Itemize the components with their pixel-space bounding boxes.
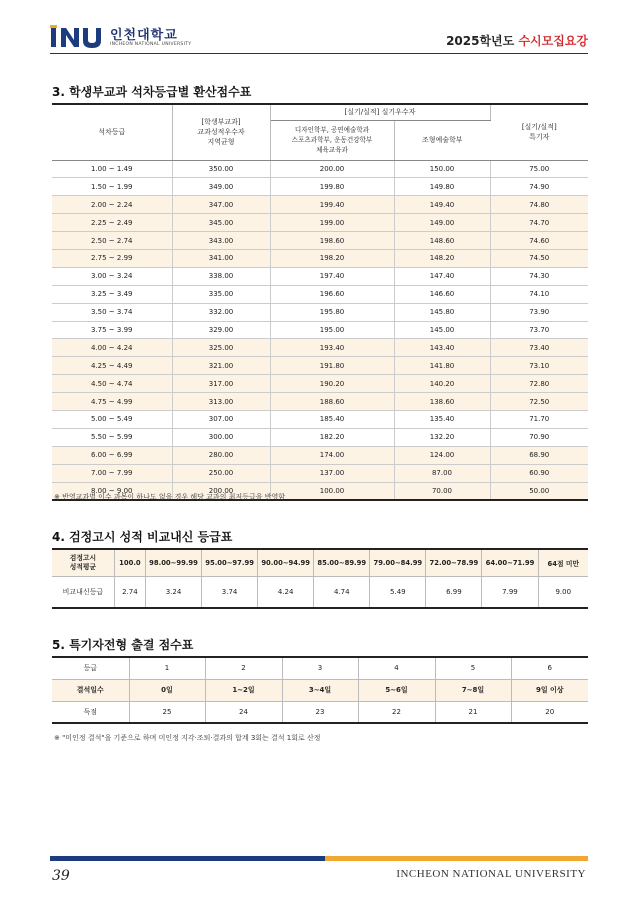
table-cell: 313.00 bbox=[172, 393, 270, 411]
section4-title: 4. 검정고시 성적 비교내신 등급표 bbox=[52, 530, 233, 544]
footer-university-name: INCHEON NATIONAL UNIVERSITY bbox=[396, 868, 586, 880]
table-cell: 150.00 bbox=[394, 160, 490, 178]
table-cell: 182.20 bbox=[270, 428, 394, 446]
score-cell: 22 bbox=[358, 701, 435, 723]
university-logo bbox=[50, 24, 190, 52]
table-cell: 74.90 bbox=[490, 178, 588, 196]
absence-days-cell: 3~4일 bbox=[282, 679, 358, 701]
section5-note: ※ "미인정 결석"을 기준으로 하며 미인정 지각·조퇴·결과의 합계 3회는 결석 1회로 산정 bbox=[54, 734, 321, 742]
table-cell: 321.00 bbox=[172, 357, 270, 375]
table-row bbox=[52, 249, 588, 267]
table-cell: 300.00 bbox=[172, 428, 270, 446]
header-col3: 조형예술학부 bbox=[394, 120, 490, 160]
table-cell: 73.90 bbox=[490, 303, 588, 321]
table-cell: 325.00 bbox=[172, 339, 270, 357]
table-cell: 199.80 bbox=[270, 178, 394, 196]
table-cell: 60.90 bbox=[490, 464, 588, 482]
table-cell: 137.00 bbox=[270, 464, 394, 482]
header-group: [실기/실적] 실기우수자 bbox=[270, 104, 490, 120]
table-row bbox=[52, 464, 588, 482]
score-cell: 25 bbox=[129, 701, 205, 723]
table-cell: 196.60 bbox=[270, 285, 394, 303]
table-cell: 6.00 ~ 6.99 bbox=[52, 446, 172, 464]
table-cell: 138.60 bbox=[394, 393, 490, 411]
table-cell: 332.00 bbox=[172, 303, 270, 321]
section5-title: 5. 특기자전형 출결 점수표 bbox=[52, 638, 194, 652]
inu-logo-icon bbox=[50, 25, 106, 49]
table-cell: 3.25 ~ 3.49 bbox=[52, 285, 172, 303]
table-cell: 146.60 bbox=[394, 285, 490, 303]
absence-days-cell: 7~8일 bbox=[435, 679, 511, 701]
score-label: 득점 bbox=[52, 701, 129, 723]
table-cell: 185.40 bbox=[270, 410, 394, 428]
table-cell: 68.90 bbox=[490, 446, 588, 464]
ged-average-cell: 72.00~78.99 bbox=[426, 549, 482, 576]
ged-average-cell: 98.00~99.99 bbox=[145, 549, 201, 576]
table-row bbox=[52, 196, 588, 214]
table-cell: 148.60 bbox=[394, 232, 490, 250]
comparison-grade-cell: 5.49 bbox=[370, 576, 426, 608]
table-cell: 74.70 bbox=[490, 214, 588, 232]
table-cell: 50.00 bbox=[490, 482, 588, 500]
page-number: 39 bbox=[52, 868, 70, 884]
table-cell: 149.80 bbox=[394, 178, 490, 196]
document-title bbox=[446, 32, 588, 49]
comparison-grade-cell: 2.74 bbox=[114, 576, 145, 608]
table-cell: 5.00 ~ 5.49 bbox=[52, 410, 172, 428]
table-cell: 349.00 bbox=[172, 178, 270, 196]
table-cell: 7.00 ~ 7.99 bbox=[52, 464, 172, 482]
table-cell: 191.80 bbox=[270, 357, 394, 375]
table-row bbox=[52, 339, 588, 357]
table-cell: 200.00 bbox=[172, 482, 270, 500]
table-cell: 70.00 bbox=[394, 482, 490, 500]
table-cell: 341.00 bbox=[172, 249, 270, 267]
table-cell: 195.00 bbox=[270, 321, 394, 339]
grade-conversion-table bbox=[52, 103, 588, 501]
table-cell: 2.00 ~ 2.24 bbox=[52, 196, 172, 214]
table-cell: 145.80 bbox=[394, 303, 490, 321]
absence-days-cell: 1~2일 bbox=[205, 679, 282, 701]
table-cell: 329.00 bbox=[172, 321, 270, 339]
comparison-grade-cell: 4.24 bbox=[258, 576, 314, 608]
table-cell: 1.00 ~ 1.49 bbox=[52, 160, 172, 178]
table-cell: 8.00 ~ 9.00 bbox=[52, 482, 172, 500]
table-cell: 74.80 bbox=[490, 196, 588, 214]
table-cell: 197.40 bbox=[270, 267, 394, 285]
comparison-grade-cell: 4.74 bbox=[314, 576, 370, 608]
table-cell: 87.00 bbox=[394, 464, 490, 482]
table-row bbox=[52, 267, 588, 285]
table-cell: 307.00 bbox=[172, 410, 270, 428]
header-grade: 석차등급 bbox=[52, 104, 172, 160]
year-label: 2025학년도 bbox=[446, 34, 515, 48]
table-cell: 5.50 ~ 5.99 bbox=[52, 428, 172, 446]
table-cell: 4.75 ~ 4.99 bbox=[52, 393, 172, 411]
table-row bbox=[52, 303, 588, 321]
absence-days-label: 결석일수 bbox=[52, 679, 129, 701]
table-cell: 149.40 bbox=[394, 196, 490, 214]
table-cell: 195.80 bbox=[270, 303, 394, 321]
table-cell: 4.25 ~ 4.49 bbox=[52, 357, 172, 375]
table-cell: 2.50 ~ 2.74 bbox=[52, 232, 172, 250]
table-cell: 72.80 bbox=[490, 375, 588, 393]
comparison-grade-label: 비교내신등급 bbox=[52, 576, 114, 608]
table-row bbox=[52, 446, 588, 464]
table-cell: 174.00 bbox=[270, 446, 394, 464]
table-cell: 338.00 bbox=[172, 267, 270, 285]
footer-bar-blue bbox=[50, 856, 325, 861]
table-cell: 135.40 bbox=[394, 410, 490, 428]
table-cell: 143.40 bbox=[394, 339, 490, 357]
score-cell: 20 bbox=[511, 701, 588, 723]
table-cell: 188.60 bbox=[270, 393, 394, 411]
table-row bbox=[52, 160, 588, 178]
attendance-grade-cell: 2 bbox=[205, 657, 282, 679]
footer-bar-gold bbox=[325, 856, 588, 861]
table-cell: 74.60 bbox=[490, 232, 588, 250]
table-row bbox=[52, 393, 588, 411]
table-cell: 73.40 bbox=[490, 339, 588, 357]
table-cell: 2.75 ~ 2.99 bbox=[52, 249, 172, 267]
attendance-score-table bbox=[52, 656, 588, 724]
table-cell: 198.20 bbox=[270, 249, 394, 267]
ged-average-cell: 64점 미만 bbox=[538, 549, 588, 576]
guide-label: 수시모집요강 bbox=[518, 34, 588, 48]
score-cell: 21 bbox=[435, 701, 511, 723]
comparison-grade-cell: 3.74 bbox=[202, 576, 258, 608]
table-row bbox=[52, 375, 588, 393]
table-cell: 74.30 bbox=[490, 267, 588, 285]
table-cell: 350.00 bbox=[172, 160, 270, 178]
table-cell: 71.70 bbox=[490, 410, 588, 428]
header-col2: 디자인학부, 공연예술학과 스포츠과학부, 운동건강학부 체육교육과 bbox=[270, 120, 394, 160]
absence-days-cell: 5~6일 bbox=[358, 679, 435, 701]
table-cell: 74.50 bbox=[490, 249, 588, 267]
section3-title: 3. 학생부교과 석차등급별 환산점수표 bbox=[52, 85, 252, 99]
ged-comparison-table bbox=[52, 548, 588, 609]
table-cell: 149.00 bbox=[394, 214, 490, 232]
table-cell: 100.00 bbox=[270, 482, 394, 500]
ged-average-cell: 95.00~97.99 bbox=[202, 549, 258, 576]
table-cell: 343.00 bbox=[172, 232, 270, 250]
table-cell: 73.70 bbox=[490, 321, 588, 339]
page-header bbox=[50, 22, 588, 54]
table-cell: 75.00 bbox=[490, 160, 588, 178]
university-name-en: INCHEON NATIONAL UNIVERSITY bbox=[110, 42, 192, 47]
table-row bbox=[52, 357, 588, 375]
ged-average-cell: 64.00~71.99 bbox=[482, 549, 538, 576]
table-cell: 72.50 bbox=[490, 393, 588, 411]
table-row bbox=[52, 232, 588, 250]
comparison-grade-cell: 7.99 bbox=[482, 576, 538, 608]
table-cell: 147.40 bbox=[394, 267, 490, 285]
ged-average-cell: 90.00~94.99 bbox=[258, 549, 314, 576]
comparison-grade-cell: 9.00 bbox=[538, 576, 588, 608]
table-cell: 335.00 bbox=[172, 285, 270, 303]
table-row bbox=[52, 410, 588, 428]
score-cell: 24 bbox=[205, 701, 282, 723]
table-cell: 73.10 bbox=[490, 357, 588, 375]
score-cell: 23 bbox=[282, 701, 358, 723]
ged-average-cell: 100.0 bbox=[114, 549, 145, 576]
table-cell: 199.40 bbox=[270, 196, 394, 214]
table-cell: 345.00 bbox=[172, 214, 270, 232]
comparison-grade-cell: 6.99 bbox=[426, 576, 482, 608]
table-cell: 145.00 bbox=[394, 321, 490, 339]
attendance-grade-cell: 6 bbox=[511, 657, 588, 679]
attendance-grade-label: 등급 bbox=[52, 657, 129, 679]
table-cell: 141.80 bbox=[394, 357, 490, 375]
table-cell: 200.00 bbox=[270, 160, 394, 178]
table-cell: 74.10 bbox=[490, 285, 588, 303]
table-cell: 1.50 ~ 1.99 bbox=[52, 178, 172, 196]
table-cell: 280.00 bbox=[172, 446, 270, 464]
attendance-grade-cell: 3 bbox=[282, 657, 358, 679]
table-cell: 70.90 bbox=[490, 428, 588, 446]
table-cell: 140.20 bbox=[394, 375, 490, 393]
table-row bbox=[52, 214, 588, 232]
ged-average-label: 검정고시 성적평균 bbox=[52, 549, 114, 576]
attendance-grade-cell: 5 bbox=[435, 657, 511, 679]
table-cell: 347.00 bbox=[172, 196, 270, 214]
header-col1: [학생부교과] 교과성적우수자 지역균형 bbox=[172, 104, 270, 160]
absence-days-cell: 9일 이상 bbox=[511, 679, 588, 701]
table-cell: 198.60 bbox=[270, 232, 394, 250]
attendance-grade-cell: 4 bbox=[358, 657, 435, 679]
comparison-grade-cell: 3.24 bbox=[145, 576, 201, 608]
table-cell: 199.00 bbox=[270, 214, 394, 232]
section3-note: ※ 반영교과별 이수 과목이 하나도 없을 경우 해당 교과의 최저등급을 반영함 bbox=[54, 493, 285, 501]
table-row bbox=[52, 285, 588, 303]
table-cell: 148.20 bbox=[394, 249, 490, 267]
table-cell: 4.00 ~ 4.24 bbox=[52, 339, 172, 357]
table-row bbox=[52, 178, 588, 196]
header-col4: [실기/실적] 특기자 bbox=[490, 104, 588, 160]
table-cell: 250.00 bbox=[172, 464, 270, 482]
table-cell: 317.00 bbox=[172, 375, 270, 393]
table-row bbox=[52, 321, 588, 339]
table-cell: 193.40 bbox=[270, 339, 394, 357]
table-cell: 3.00 ~ 3.24 bbox=[52, 267, 172, 285]
ged-average-cell: 79.00~84.99 bbox=[370, 549, 426, 576]
university-name-ko: 인천대학교 bbox=[110, 28, 178, 43]
attendance-grade-cell: 1 bbox=[129, 657, 205, 679]
table-cell: 3.75 ~ 3.99 bbox=[52, 321, 172, 339]
table-cell: 4.50 ~ 4.74 bbox=[52, 375, 172, 393]
table-cell: 132.20 bbox=[394, 428, 490, 446]
ged-average-cell: 85.00~89.99 bbox=[314, 549, 370, 576]
table-cell: 190.20 bbox=[270, 375, 394, 393]
table-cell: 124.00 bbox=[394, 446, 490, 464]
table-row bbox=[52, 428, 588, 446]
absence-days-cell: 0일 bbox=[129, 679, 205, 701]
table-cell: 2.25 ~ 2.49 bbox=[52, 214, 172, 232]
table-cell: 3.50 ~ 3.74 bbox=[52, 303, 172, 321]
